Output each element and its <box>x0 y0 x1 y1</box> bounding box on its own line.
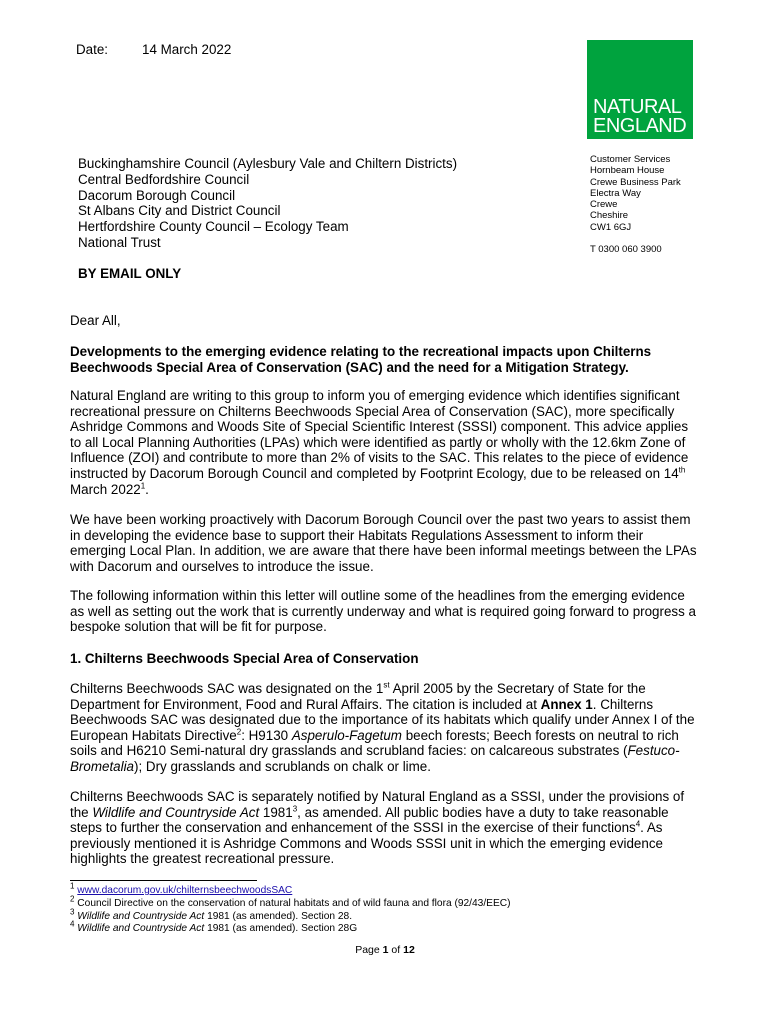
address-line: Crewe <box>590 199 618 211</box>
footnote-link[interactable]: www.dacorum.gov.uk/chilternsbeechwoodsSAC <box>77 885 293 896</box>
recipient: Hertfordshire County Council – Ecology Team <box>78 219 349 235</box>
paragraph-1: Natural England are writing to this group to inform you of emerging evidence which identifies significant recreational pressure on Chilterns Beechwoods Special Area of Conservation (SAC), more specifically Ashridge Commons and Woods Site of Special Scientific Interest (SSSI) component. This advice applies to all Local Planning Authorities (LPAs) which were identified as partly or wholly with the 12.6km Zone of Influence (ZOI) and contribute to more than 2% of visits to the SAC. This relates to the piece of evidence instructed by Dacorum Borough Council and completed by Footprint Ecology, due to be released on 14th March 2022$^1$. <box>70 388 689 497</box>
date-value: 14 March 2022 <box>142 42 232 57</box>
paragraph-2: We have been working proactively with Dacorum Borough Council over the past two years to assist them in developing the evidence base to support their Habitats Regulations Assessment to inform their emerging Local Plan. In addition, we are aware that there have been informal meetings between the LPAs with Dacorum and ourselves to introduce the issue. <box>70 512 697 574</box>
recipient: Buckinghamshire Council (Aylesbury Vale and Chiltern Districts) <box>78 156 458 171</box>
date-label: Date: <box>76 42 109 57</box>
paragraph-5: Chilterns Beechwoods SAC is separately notified by Natural England as a SSSI, under the provisions of the Wildlife and Countryside Act 1981$^3$, as amended. All public bodies have a duty to take reasonable steps to further the conservation and enhancement of the SSSI in the exercise of their functions$^4$. As previously mentioned it is Ashridge Commons and Woods SSSI unit in which the emerging evidence highlights the greatest recreational pressure. <box>70 789 685 867</box>
logo-line-2: ENGLAND <box>593 115 687 137</box>
natural-england-logo <box>587 40 693 139</box>
by-email-notice: BY EMAIL ONLY <box>78 266 182 281</box>
paragraph-4: Chilterns Beechwoods SAC was designated on the 1st April 2005 by the Secretary of State for the Department for Environment, Food and Rural Affairs. The citation is included at Annex 1. Chilterns Beechwoods SAC was designated due to the importance of its habitats which qualify under Annex I of the European Habitats Directive$^2$: H9130 Asperulo-Fagetum beech forests; Beech forests on neutral to rich soils and H6210 Semi-natural dry grasslands and scrubland facies: on calcareous substrates (Festuco-Brometalia); Dry grasslands and scrublands on chalk or lime. <box>70 680 695 774</box>
footnote-2: $^2$ Council Directive on the conservation of natural habitats and of wild fauna and flora (92/43/EEC) <box>70 894 511 909</box>
footnote-divider <box>70 880 257 881</box>
footnote-4: $^4$ Wildlife and Countryside Act 1981 (as amended). Section 28G <box>70 919 358 934</box>
address-line: Electra Way <box>590 187 641 199</box>
address-line: CW1 6GJ <box>590 221 632 233</box>
recipient: Central Bedfordshire Council <box>78 171 250 187</box>
salutation: Dear All, <box>70 313 121 328</box>
subject-heading: Developments to the emerging evidence relating to the recreational impacts upon Chilterns Beechwoods Special Area of Conservation (SAC) and the need for a Mitigation Strategy. <box>70 344 652 375</box>
recipient-list <box>78 156 457 251</box>
section-heading-1: 1. Chilterns Beechwoods Special Area of Conservation <box>70 651 419 666</box>
address-line: Cheshire <box>590 210 629 222</box>
phone-number: T 0300 060 3900 <box>590 244 662 256</box>
address-line: Crewe Business Park <box>590 176 681 188</box>
footnote-1: $^1$ www.dacorum.gov.uk/chilternsbeechwoodsSAC <box>70 881 293 896</box>
address-line: Customer Services <box>590 154 671 165</box>
recipient: St Albans City and District Council <box>78 203 281 219</box>
paragraph-3: The following information within this letter will outline some of the headlines from the emerging evidence as well as setting out the work that is currently underway and what is required going forward to progress a bespoke solution that will be fit for purpose. <box>70 588 696 635</box>
recipient: Dacorum Borough Council <box>78 187 236 203</box>
address-line: Hornbeam House <box>590 165 665 177</box>
recipient: National Trust <box>78 234 161 250</box>
sender-address <box>590 154 681 255</box>
logo-line-1: NATURAL <box>593 96 682 118</box>
footnote-3: $^3$ Wildlife and Countryside Act 1981 (as amended). Section 28. <box>70 907 353 922</box>
page-number: Page 1 of 12 <box>355 944 415 956</box>
